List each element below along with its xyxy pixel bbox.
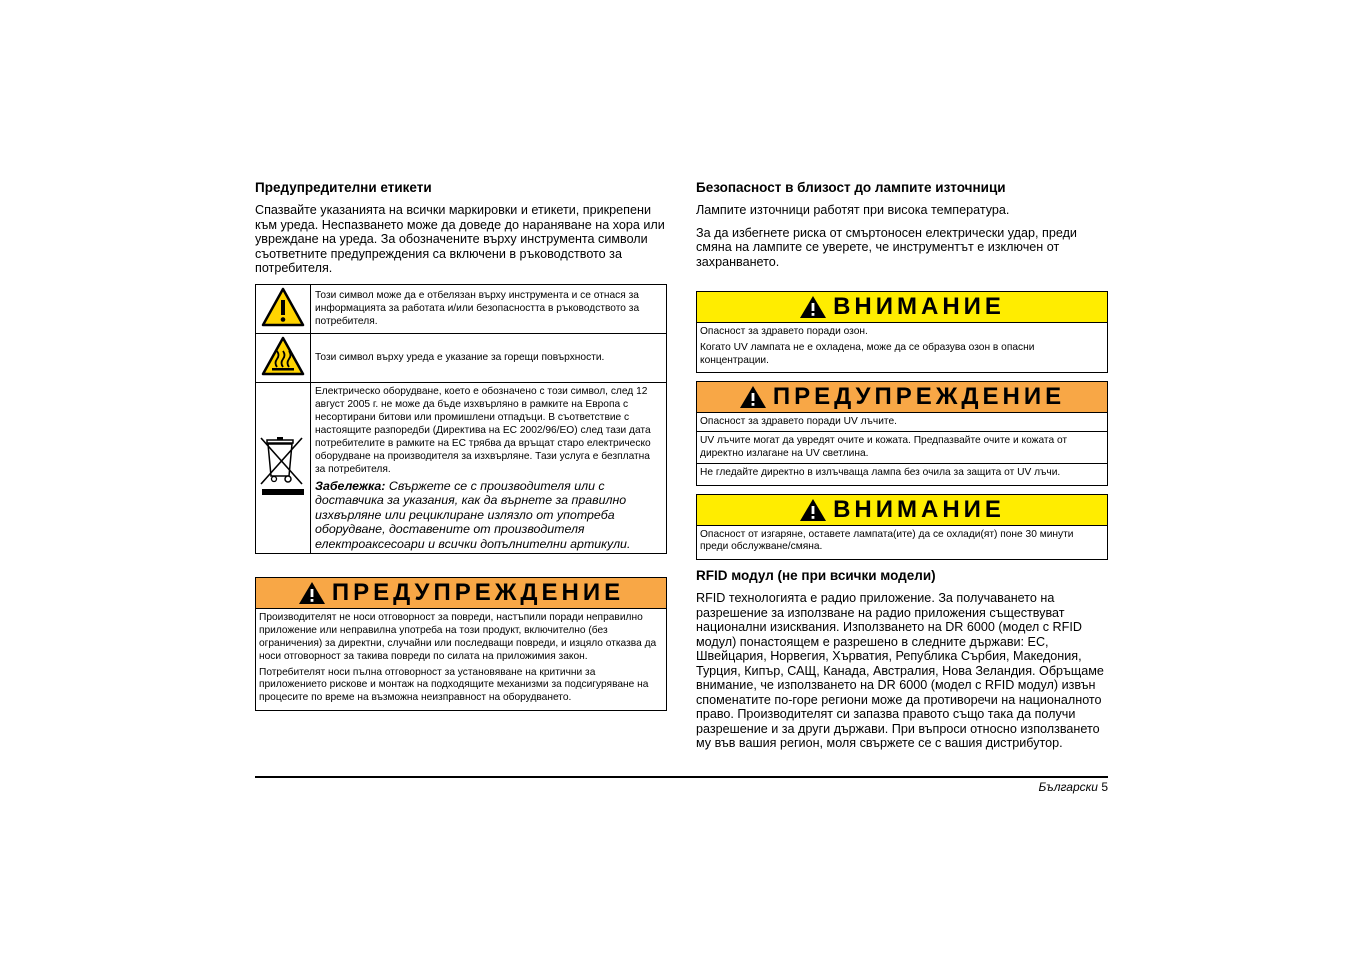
warning-box-content [256, 609, 666, 710]
disclaimer-warning-box [255, 577, 667, 711]
caution-box-title: ВНИМАНИЕ [833, 293, 1005, 320]
lamp-safety-heading: Безопасност в близост до лампите източници [696, 180, 1006, 195]
caution-box-header [697, 292, 1107, 323]
table-row [256, 333, 667, 382]
warning-paragraph: Не гледайте директно в излъчваща лампа без очила за защита от UV лъчи. [700, 466, 1061, 478]
warning-box-title: ПРЕДУПРЕЖДЕНИЕ [772, 383, 1066, 411]
weee-note [315, 479, 662, 552]
warning-labels-intro: Спазвайте указанията на всички маркировки и етикети, прикрепени към уреда. Неспазването може да доведе до нараняване на хора или увреждане на уреда. За обозначените върху инструмента символи съответните предупреждения са включени в ръководството за потребителя. [255, 203, 665, 275]
symbols-table [255, 284, 667, 555]
footer-language: Български [1038, 780, 1098, 794]
warning-paragraph: Потребителят носи пълна отговорност за установяване на критични за приложението рискове и монтаж на подходящите механизми за подсигуряване на процесите по време на възможна неизправност на оборудването. [259, 666, 649, 704]
warning-triangle-icon [799, 498, 827, 522]
hot-surface-icon [256, 333, 311, 382]
table-row [256, 382, 667, 554]
warning-triangle-icon [799, 295, 827, 319]
note-text: Свържете се с производителя или с доставчика за указания, как да върнете за правилно изхвърляне или рециклиране излязло от употреба оборудване, доставените от производителя електроаксесоари и всички допълнителни артикули. [315, 478, 631, 551]
general-warning-icon [256, 284, 311, 333]
caution-box-content [697, 526, 1107, 560]
warning-box-content [697, 413, 1107, 484]
page-footer [1038, 780, 1108, 794]
caution-box-content [697, 323, 1107, 372]
lamp-safety-p2: За да избегнете риска от смъртоносен електрически удар, преди смяна на лампите се уверете, че инструментът е изключен от захранването. [696, 225, 1077, 269]
footer-rule [255, 776, 1108, 778]
caution-paragraph: Когато UV лампата не е охладена, може да се образува озон в опасни концентрации. [700, 341, 1035, 366]
warning-box-header [697, 382, 1107, 413]
caution-box-burn [696, 494, 1108, 561]
right-column [696, 180, 1108, 759]
weee-text: Електрическо оборудване, което е обозначено с този символ, след 12 август 2005 г. не може да бъде изхвърляно в рамките на Европа с несортирани битови или промишлени отпадъци. В съответствие с настоящите разпоредби (Директива на ЕС 2002/96/EO) след тази дата потребителите в рамките на ЕС трябва да връщат старо електрическо оборудване на производителя за изхвърляне. Тази услуга е безплатна за потребителя. [315, 385, 651, 475]
symbol-description: Този символ върху уреда е указание за горещи повърхности. [311, 333, 667, 382]
caution-box-title: ВНИМАНИЕ [833, 495, 1005, 523]
caution-box-ozone [696, 291, 1108, 373]
caution-box-header [697, 495, 1107, 526]
lamp-safety-p1: Лампите източници работят при висока температура. [696, 203, 1010, 217]
weee-bin-icon [256, 382, 311, 554]
warning-paragraph: UV лъчите могат да увредят очите и кожата. Предпазвайте очите и кожата от директно излагане на UV светлина. [697, 435, 1107, 464]
note-label: Забележка: [315, 478, 386, 493]
warning-labels-heading: Предупредителни етикети [255, 180, 432, 195]
table-row [256, 284, 667, 333]
warning-triangle-icon [739, 385, 767, 409]
warning-box-header [256, 578, 666, 609]
symbol-description [311, 382, 667, 554]
left-column [255, 180, 667, 719]
warning-paragraph: Производителят не носи отговорност за повреди, настъпили поради неправилно приложение или неправилна употреба на този продукт, включително (без ограничения) за директни, случайни или последващи повреди, и изцяло отказва да носи отговорност за такива повреди по силата на приложимия закон. [259, 612, 657, 662]
symbol-description: Този символ може да е отбелязан върху инструмента и се отнася за информацията за работата и/или безопасността в ръководството за потребителя. [311, 284, 667, 333]
caution-paragraph: Опасност от изгаряне, оставете лампата(ите) да се охлади(ят) поне 30 минути преди обслужване/смяна. [700, 528, 1074, 553]
rfid-text: RFID технологията е радио приложение. За получаването на разрешение за използване на радио приложения съществуват национални изисквания. Използването на DR 6000 (модел с RFID модул) понастоящем е разрешено в следните държави: ЕС, Швейцария, Норвегия, Хърватия, Република Сърбия, Македония, Турция, Кипър, САЩ, Канада, Австралия, Нова Зеландия. Обръщаме внимание, че използването на DR 6000 (модел с RFID модул) извън споменатите по-горе региони може да противоречи на националното право. Производителят си запазва правото също така да получи разрешение и за други държави. При въпроси относно използването му във вашия регион, моля свържете се с вашия дистрибутор. [696, 591, 1104, 751]
warning-box-uv [696, 381, 1108, 485]
page-number: 5 [1101, 780, 1108, 794]
warning-box-title: ПРЕДУПРЕЖДЕНИЕ [331, 579, 625, 607]
warning-paragraph: Опасност за здравето поради UV лъчите. [697, 416, 1107, 432]
warning-triangle-icon [298, 581, 326, 605]
caution-paragraph: Опасност за здравето поради озон. [700, 326, 868, 337]
rfid-heading: RFID модул (не при всички модели) [696, 568, 936, 584]
